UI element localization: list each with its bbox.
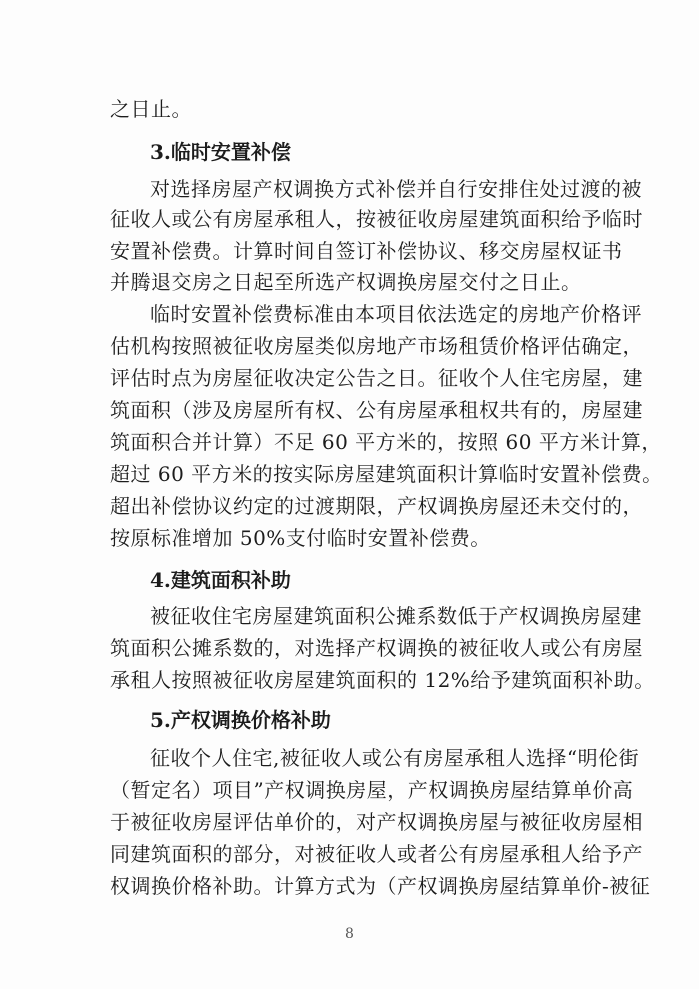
- paragraph-line: 承租人按照被征收房屋建筑面积的 12%给予建筑面积补助。: [110, 668, 655, 692]
- paragraph-line: 征收个人住宅,被征收人或公有房屋承租人选择“明伦街: [150, 746, 640, 770]
- paragraph-line: 于被征收房屋评估单价的，对产权调换房屋与被征收房屋相: [110, 810, 643, 834]
- paragraph-line: 筑面积公摊系数的，对选择产权调换的被征收人或公有房屋: [110, 636, 643, 660]
- paragraph-line: 临时安置补偿费标准由本项目依法选定的房地产价格评: [150, 302, 642, 326]
- section-heading-floor-area-subsidy: 4.建筑面积补助: [150, 568, 291, 592]
- section-heading-price-subsidy: 5.产权调换价格补助: [150, 708, 331, 732]
- paragraph-line: 权调换价格补助。计算方式为（产权调换房屋结算单价-被征: [110, 874, 651, 898]
- paragraph-line: 同建筑面积的部分，对被征收人或者公有房屋承租人给予产: [110, 842, 643, 866]
- paragraph-line: 超出补偿协议约定的过渡期限，产权调换房屋还未交付的，: [110, 494, 643, 518]
- paragraph-line: 之日止。: [110, 97, 192, 121]
- section-heading-temporary-resettlement: 3.临时安置补偿: [150, 140, 291, 164]
- paragraph-line: 安置补偿费。计算时间自签订补偿协议、移交房屋权证书: [110, 239, 623, 263]
- paragraph-line: 被征收住宅房屋建筑面积公摊系数低于产权调换房屋建: [150, 604, 642, 628]
- paragraph-line: 评估时点为房屋征收决定公告之日。征收个人住宅房屋，建: [110, 366, 643, 390]
- page-number: 8: [345, 926, 354, 942]
- paragraph-line: 征收人或公有房屋承租人，按被征收房屋建筑面积给予临时: [110, 207, 643, 231]
- paragraph-line: 并腾退交房之日起至所选产权调换房屋交付之日止。: [110, 270, 582, 294]
- paragraph-line: 筑面积合并计算）不足 60 平方米的，按照 60 平方米计算，: [110, 430, 662, 454]
- paragraph-line: 筑面积（涉及房屋所有权、公有房屋承租权共有的，房屋建: [110, 398, 643, 422]
- paragraph-line: 超过 60 平方米的按实际房屋建筑面积计算临时安置补偿费。: [110, 462, 663, 486]
- paragraph-line: （暂定名）项目”产权调换房屋，产权调换房屋结算单价高: [110, 778, 634, 802]
- paragraph-line: 对选择房屋产权调换方式补偿并自行安排住处过渡的被: [150, 177, 642, 201]
- paragraph-line: 按原标准增加 50%支付临时安置补偿费。: [110, 526, 491, 550]
- paragraph-line: 估机构按照被征收房屋类似房地产市场租赁价格评估确定，: [110, 334, 643, 358]
